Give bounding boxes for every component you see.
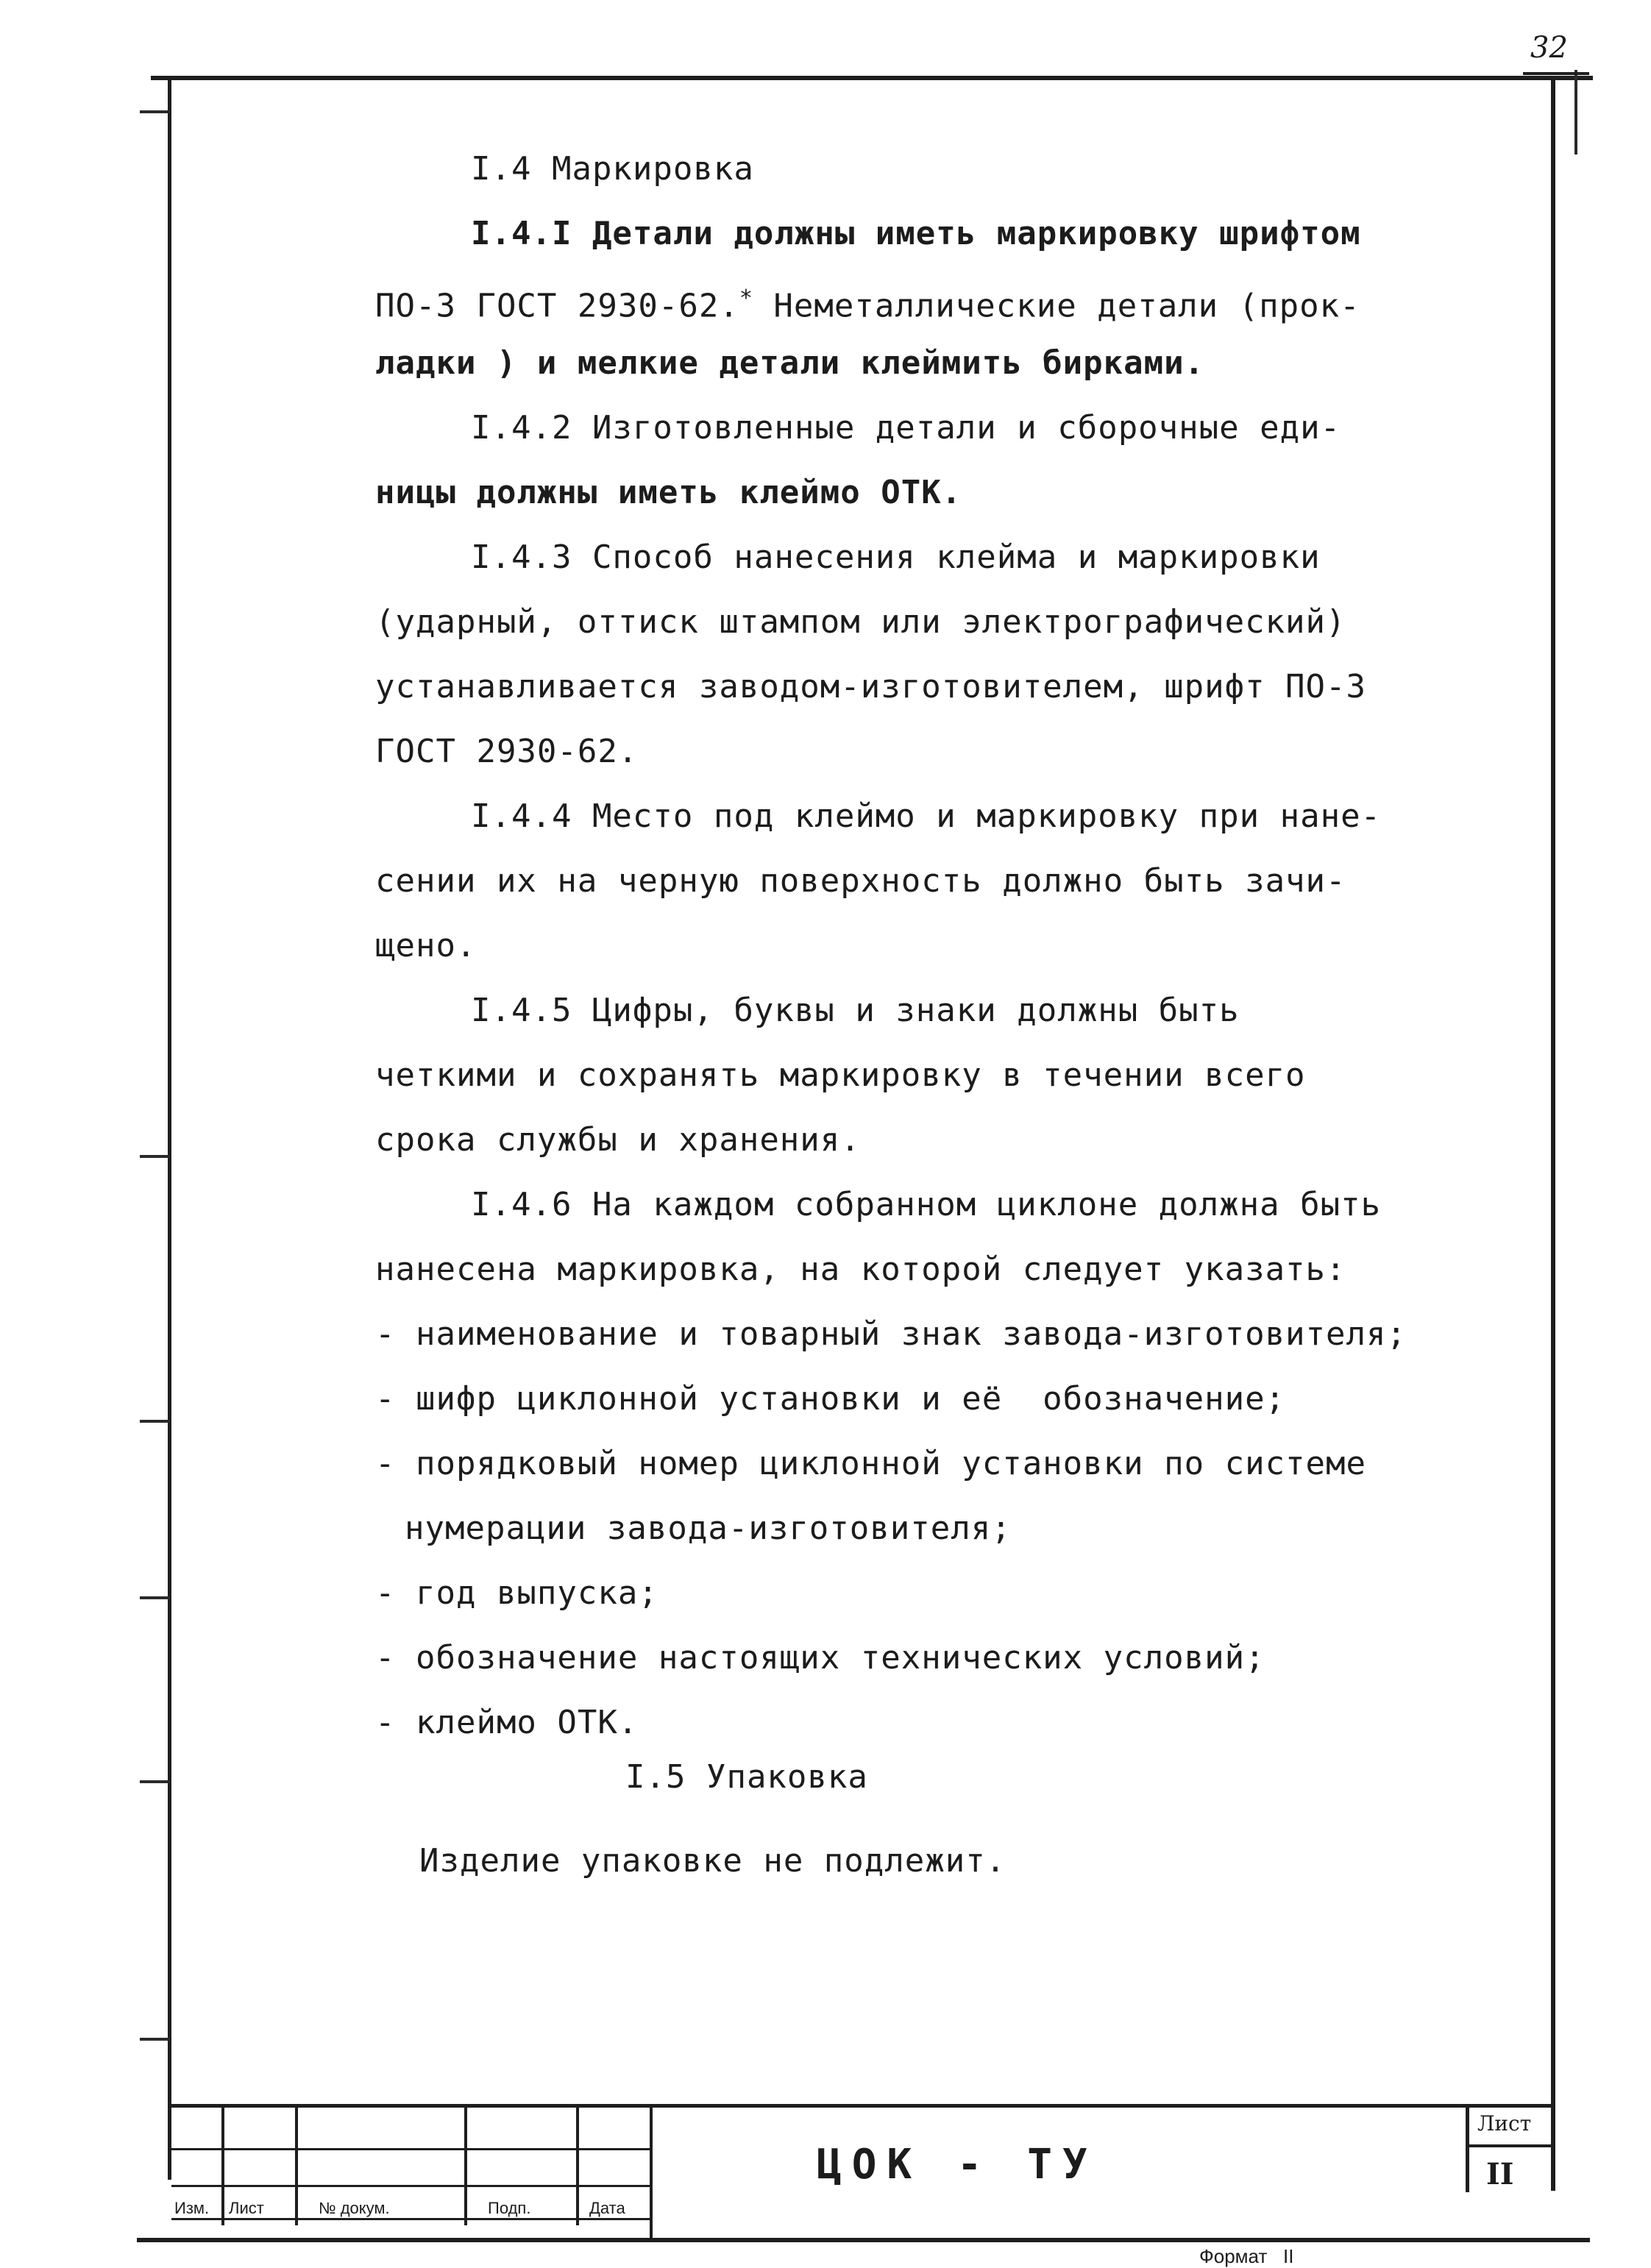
margin-tick xyxy=(140,1780,169,1783)
margin-tick xyxy=(140,1155,169,1158)
sheet-number: II xyxy=(1486,2157,1514,2191)
frame-left-border xyxy=(168,76,171,2180)
page-number-underline xyxy=(1523,72,1589,75)
page-number: 32 xyxy=(1530,31,1568,65)
text-line xyxy=(375,277,1360,329)
text-line: четкими и сохранять маркировку в течении всего xyxy=(375,1056,1306,1094)
grid-line xyxy=(295,2108,298,2225)
list-item: - год выпуска; xyxy=(375,1574,658,1612)
text-line: срока службы и хранения. xyxy=(375,1121,861,1159)
grid-line xyxy=(650,2108,653,2242)
text-fragment: Неметаллические детали (прок- xyxy=(753,287,1360,325)
margin-tick xyxy=(140,1420,169,1423)
grid-line xyxy=(171,2218,650,2220)
text-line: ладки ) и мелкие детали клеймить бирками. xyxy=(375,344,1205,382)
format-label-text: Формат xyxy=(1199,2245,1268,2267)
col-date-label: Дата xyxy=(589,2199,625,2217)
text-line: I.4.3 Способ нанесения клейма и маркировки xyxy=(471,538,1321,576)
text-line: нанесена маркировка, на которой следует указать: xyxy=(375,1251,1346,1288)
text-line: Изделие упаковке не подлежит. xyxy=(419,1842,1006,1880)
section-heading: I.4 Маркировка xyxy=(471,150,754,188)
text-line: сении их на черную поверхность должно быть зачи- xyxy=(375,862,1346,900)
grid-line xyxy=(171,2148,650,2150)
frame-right-border xyxy=(1551,76,1555,2191)
col-sign-label: Подп. xyxy=(488,2199,531,2217)
text-fragment: ПО-3 ГОСТ 2930-62. xyxy=(375,287,739,325)
section-heading: I.5 Упаковка xyxy=(625,1758,868,1796)
col-doc-label: № докум. xyxy=(319,2199,390,2217)
grid-line xyxy=(221,2108,224,2225)
margin-tick xyxy=(140,1596,169,1599)
text-line: I.4.4 Место под клеймо и маркировку при нане- xyxy=(471,797,1382,835)
text-line: устанавливается заводом-изготовителем, шрифт ПО-3 xyxy=(375,668,1367,705)
text-line: ГОСТ 2930-62. xyxy=(375,733,639,770)
margin-tick xyxy=(140,2038,169,2041)
text-line: (ударный, оттиск штампом или электрографический) xyxy=(375,603,1346,641)
text-line: I.4.5 Цифры, буквы и знаки должны быть xyxy=(471,992,1240,1029)
sheet-label: Лист xyxy=(1477,2111,1532,2136)
grid-line xyxy=(1469,2144,1555,2147)
grid-line xyxy=(464,2108,467,2225)
text-line: I.4.6 На каждом собранном циклоне должна быть xyxy=(471,1186,1382,1223)
format-label xyxy=(1199,2245,1293,2268)
col-sheet-label: Лист xyxy=(229,2199,264,2217)
list-item-continuation: нумерации завода-изготовителя; xyxy=(405,1510,1012,1547)
list-item: - порядковый номер циклонной установки по системе xyxy=(375,1445,1367,1482)
list-item: - наименование и товарный знак завода-изготовителя; xyxy=(375,1315,1407,1353)
text-line: I.4.2 Изготовленные детали и сборочные еди- xyxy=(471,409,1341,447)
grid-line xyxy=(171,2185,650,2187)
col-change-label: Изм. xyxy=(174,2199,210,2217)
document-code: ЦОК - ТУ xyxy=(817,2141,1098,2189)
text-line: I.4.I Детали должны иметь маркировку шрифтом xyxy=(471,215,1361,252)
binding-edge-mark xyxy=(1574,70,1577,154)
list-item: - клеймо ОТК. xyxy=(375,1704,639,1741)
list-item: - шифр циклонной установки и её обозначение; xyxy=(375,1380,1286,1418)
format-value: II xyxy=(1283,2245,1294,2267)
list-item: - обозначение настоящих технических условий; xyxy=(375,1639,1265,1677)
margin-tick xyxy=(140,110,169,113)
text-line: ницы должны иметь клеймо ОТК. xyxy=(375,474,962,511)
footnote-mark: * xyxy=(739,285,753,311)
text-line: щено. xyxy=(375,927,477,964)
frame-top-border xyxy=(151,76,1593,80)
grid-line xyxy=(576,2108,579,2225)
